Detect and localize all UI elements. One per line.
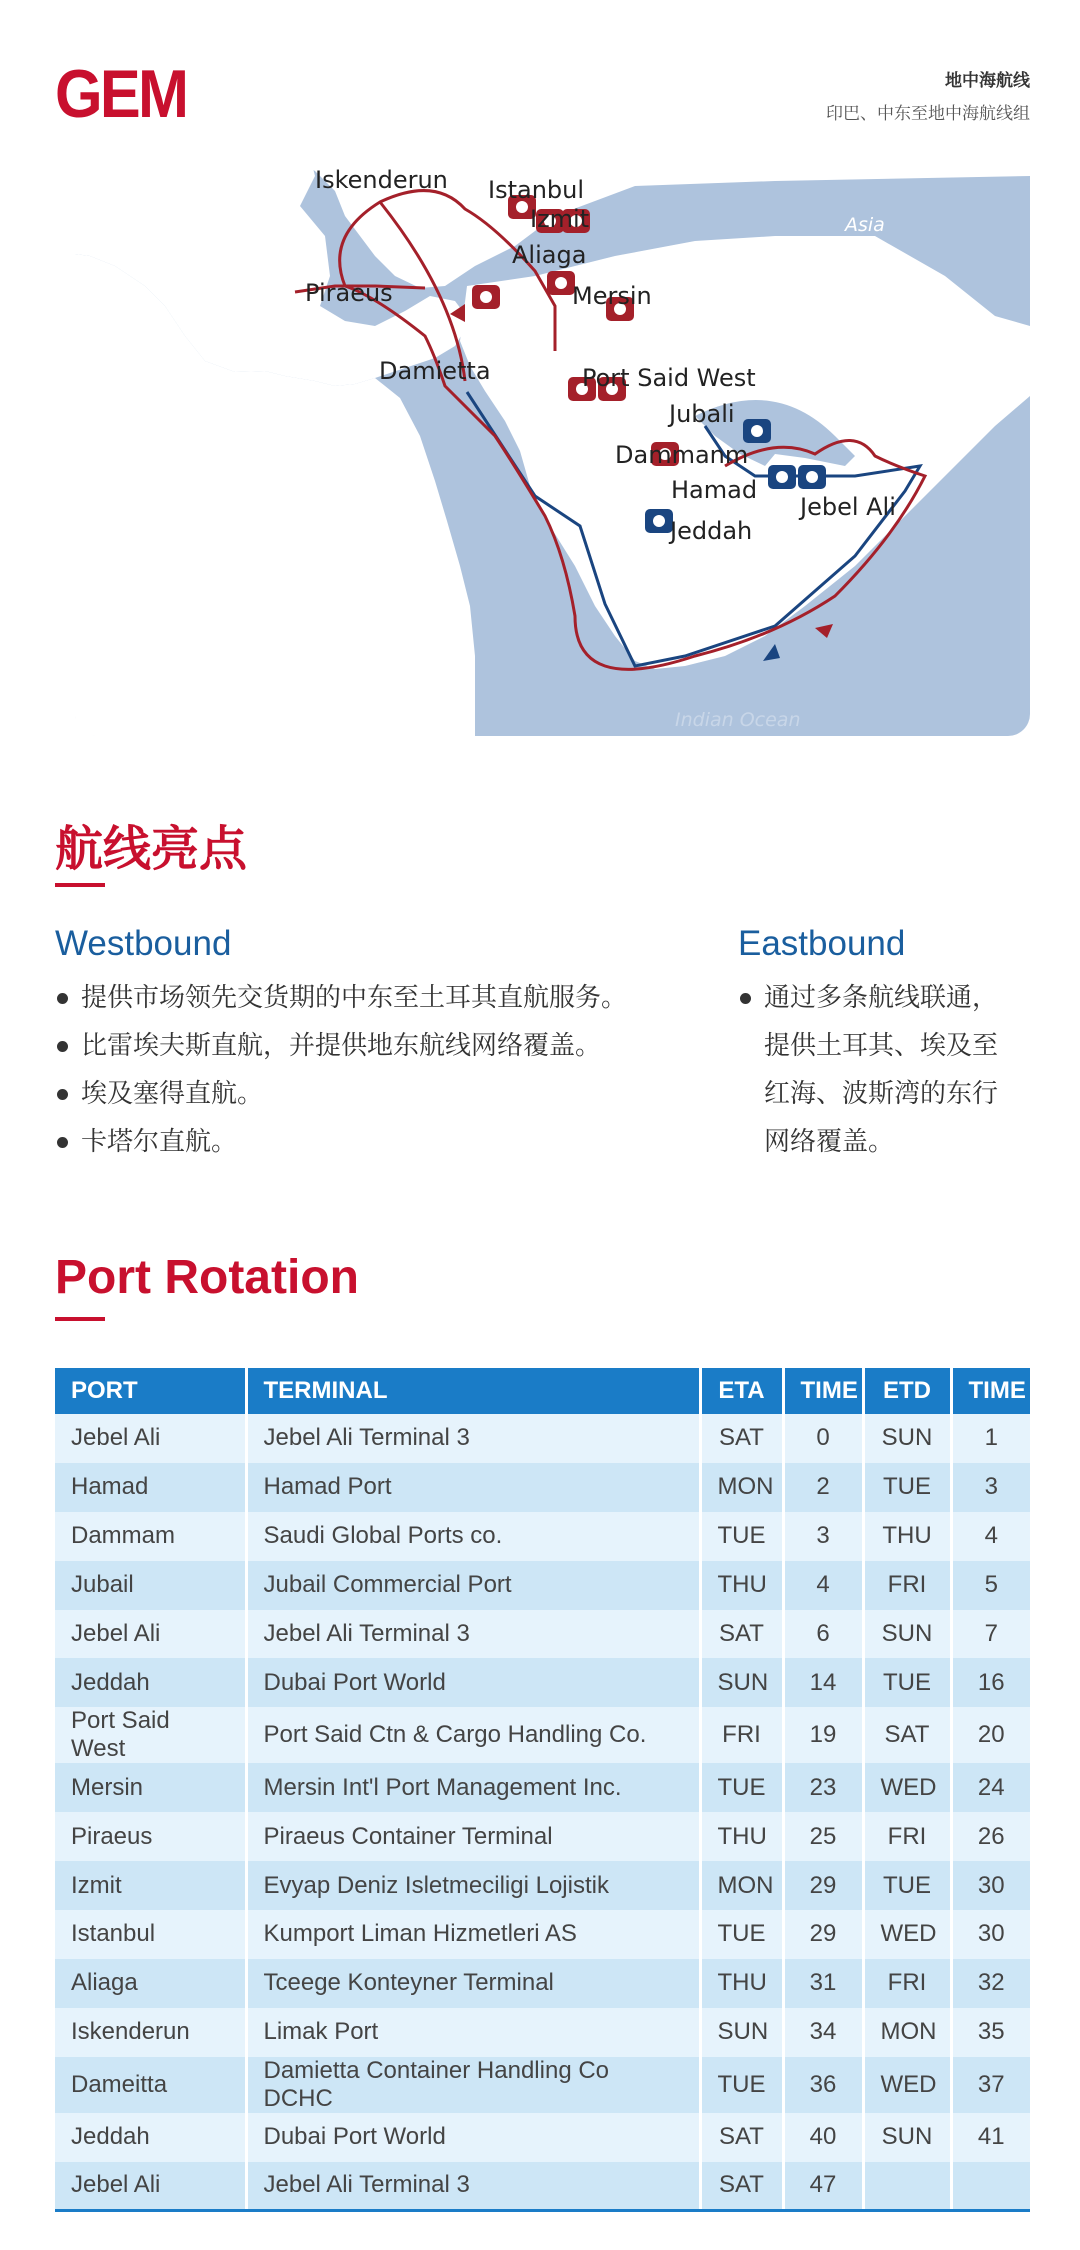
cell-port: Aliaga xyxy=(55,1959,246,2008)
label-aliaga: Aliaga xyxy=(512,241,587,269)
cell-etd-time: 30 xyxy=(951,1910,1030,1959)
cell-port: Istanbul xyxy=(55,1910,246,1959)
cell-port: Jubail xyxy=(55,1561,246,1610)
table-row xyxy=(55,2162,1030,2211)
route-map xyxy=(75,136,1030,736)
header-titles xyxy=(826,66,1030,124)
port-rotation-title: Port Rotation xyxy=(55,1251,359,1304)
cell-eta-time: 29 xyxy=(783,1910,863,1959)
cell-etd-time: 16 xyxy=(951,1658,1030,1707)
cell-eta: TUE xyxy=(700,1763,783,1812)
table-row xyxy=(55,1910,1030,1959)
westbound-item: 比雷埃夫斯直航，并提供地东航线网络覆盖。 xyxy=(55,1022,675,1070)
label-hamad: Hamad xyxy=(671,476,758,504)
cell-etd-time: 5 xyxy=(951,1561,1030,1610)
cell-eta: TUE xyxy=(700,1910,783,1959)
cell-etd-time: 20 xyxy=(951,1707,1030,1763)
cell-port: Mersin xyxy=(55,1763,246,1812)
cell-etd: FRI xyxy=(863,1812,951,1861)
cell-etd-time: 4 xyxy=(951,1512,1030,1561)
label-jebel-ali: Jebel Ali xyxy=(800,493,896,521)
cell-port: Jeddah xyxy=(55,1658,246,1707)
table-row xyxy=(55,1463,1030,1512)
cell-etd: SUN xyxy=(863,2113,951,2162)
cell-terminal: Damietta Container Handling Co DCHC xyxy=(246,2057,700,2113)
cell-port: Dameitta xyxy=(55,2057,246,2113)
cell-eta-time: 0 xyxy=(783,1414,863,1463)
table-header-row xyxy=(55,1368,1030,1414)
cell-etd xyxy=(863,2162,951,2211)
table-row xyxy=(55,1861,1030,1910)
cell-eta-time: 36 xyxy=(783,2057,863,2113)
cell-eta: THU xyxy=(700,1959,783,2008)
col-header-etd: ETD xyxy=(863,1368,951,1414)
cell-etd-time: 41 xyxy=(951,2113,1030,2162)
table-row xyxy=(55,2113,1030,2162)
port-rotation-table xyxy=(55,1368,1030,2212)
cell-eta-time: 34 xyxy=(783,2008,863,2057)
cell-etd-time: 30 xyxy=(951,1861,1030,1910)
cell-terminal: Kumport Liman Hizmetleri AS xyxy=(246,1910,700,1959)
cell-eta-time: 3 xyxy=(783,1512,863,1561)
label-dammanm: Dammanm xyxy=(615,441,749,469)
cell-eta: TUE xyxy=(700,1512,783,1561)
cell-eta-time: 25 xyxy=(783,1812,863,1861)
cell-port: Iskenderun xyxy=(55,2008,246,2057)
cell-eta-time: 23 xyxy=(783,1763,863,1812)
cell-eta: SAT xyxy=(700,1610,783,1659)
header xyxy=(55,56,1030,132)
label-damietta: Damietta xyxy=(379,357,491,385)
cell-terminal: Jebel Ali Terminal 3 xyxy=(246,2162,700,2211)
region-label-asia: Asia xyxy=(845,214,885,236)
westbound-heading: Westbound xyxy=(55,924,232,963)
cell-eta-time: 40 xyxy=(783,2113,863,2162)
cell-eta-time: 19 xyxy=(783,1707,863,1763)
cell-etd-time: 26 xyxy=(951,1812,1030,1861)
cell-etd: SAT xyxy=(863,1707,951,1763)
label-iskenderun: Iskenderun xyxy=(315,166,448,194)
westbound-item: 埃及塞得直航。 xyxy=(55,1070,675,1118)
route-map-svg xyxy=(75,136,1030,736)
cell-terminal: Jebel Ali Terminal 3 xyxy=(246,1610,700,1659)
cell-port: Jebel Ali xyxy=(55,1414,246,1463)
cell-etd: TUE xyxy=(863,1861,951,1910)
cell-terminal: Piraeus Container Terminal xyxy=(246,1812,700,1861)
cell-port: Dammam xyxy=(55,1512,246,1561)
cell-terminal: Mersin Int'l Port Management Inc. xyxy=(246,1763,700,1812)
table-row xyxy=(55,1561,1030,1610)
col-header-port: PORT xyxy=(55,1368,246,1414)
cell-etd-time: 37 xyxy=(951,2057,1030,2113)
cell-etd-time: 7 xyxy=(951,1610,1030,1659)
cell-terminal: Jebel Ali Terminal 3 xyxy=(246,1414,700,1463)
cell-eta: SAT xyxy=(700,2113,783,2162)
label-piraeus: Piraeus xyxy=(305,279,393,307)
table-row xyxy=(55,1707,1030,1763)
table-row xyxy=(55,1812,1030,1861)
cell-eta: TUE xyxy=(700,2057,783,2113)
cell-etd: TUE xyxy=(863,1658,951,1707)
cell-eta: MON xyxy=(700,1861,783,1910)
cell-eta: THU xyxy=(700,1561,783,1610)
cell-terminal: Dubai Port World xyxy=(246,2113,700,2162)
cell-terminal: Port Said Ctn & Cargo Handling Co. xyxy=(246,1707,700,1763)
cell-etd-time: 24 xyxy=(951,1763,1030,1812)
cell-terminal: Limak Port xyxy=(246,2008,700,2057)
westbound-list xyxy=(55,974,675,1166)
table-row xyxy=(55,1763,1030,1812)
cell-eta: SAT xyxy=(700,2162,783,2211)
eastbound-line: 红海、波斯湾的东行 xyxy=(764,1079,999,1109)
col-header-eta-time: TIME xyxy=(783,1368,863,1414)
cell-eta-time: 29 xyxy=(783,1861,863,1910)
table-row xyxy=(55,1959,1030,2008)
cell-terminal: Saudi Global Ports co. xyxy=(246,1512,700,1561)
cell-terminal: Jubail Commercial Port xyxy=(246,1561,700,1610)
cell-etd: MON xyxy=(863,2008,951,2057)
cell-etd-time: 3 xyxy=(951,1463,1030,1512)
cell-etd: THU xyxy=(863,1512,951,1561)
table-row xyxy=(55,2057,1030,2113)
cell-etd-time: 32 xyxy=(951,1959,1030,2008)
cell-etd: WED xyxy=(863,1763,951,1812)
cell-eta: SAT xyxy=(700,1414,783,1463)
eastbound-line: 提供土耳其、埃及至 xyxy=(764,1031,999,1061)
eastbound-list xyxy=(738,974,1038,1166)
gem-logo: GEM xyxy=(55,56,187,132)
cell-etd: WED xyxy=(863,2057,951,2113)
label-jubali: Jubali xyxy=(669,400,735,428)
cell-etd: TUE xyxy=(863,1463,951,1512)
cell-etd: FRI xyxy=(863,1959,951,2008)
cell-etd-time: 1 xyxy=(951,1414,1030,1463)
cell-eta-time: 2 xyxy=(783,1463,863,1512)
cell-etd: FRI xyxy=(863,1561,951,1610)
header-title: 地中海航线 xyxy=(945,71,1030,91)
col-header-eta: ETA xyxy=(700,1368,783,1414)
header-subtitle: 印巴、中东至地中海航线组 xyxy=(826,104,1030,124)
table-row xyxy=(55,2008,1030,2057)
cell-eta-time: 6 xyxy=(783,1610,863,1659)
cell-eta-time: 31 xyxy=(783,1959,863,2008)
cell-eta: SUN xyxy=(700,1658,783,1707)
cell-eta-time: 14 xyxy=(783,1658,863,1707)
table-row xyxy=(55,1512,1030,1561)
cell-eta: MON xyxy=(700,1463,783,1512)
label-jeddah: Jeddah xyxy=(670,517,753,545)
eastbound-line: 网络覆盖。 xyxy=(764,1127,895,1157)
label-izmit: Izmit xyxy=(530,205,590,233)
label-port-said-west: Port Said West xyxy=(582,364,756,392)
table-row xyxy=(55,1658,1030,1707)
cell-port: Hamad xyxy=(55,1463,246,1512)
eastbound-heading: Eastbound xyxy=(738,924,906,963)
cell-port: Izmit xyxy=(55,1861,246,1910)
cell-eta-time: 47 xyxy=(783,2162,863,2211)
label-mersin: Mersin xyxy=(572,282,652,310)
cell-port: Port Said West xyxy=(55,1707,246,1763)
cell-port: Jebel Ali xyxy=(55,2162,246,2211)
eastbound-item xyxy=(738,974,1038,1166)
table-body xyxy=(55,1414,1030,2210)
label-istanbul: Istanbul xyxy=(488,176,585,204)
table-row xyxy=(55,1414,1030,1463)
cell-eta: FRI xyxy=(700,1707,783,1763)
cell-terminal: Hamad Port xyxy=(246,1463,700,1512)
port-rotation-underline xyxy=(55,1317,105,1321)
eastbound-line: 通过多条航线联通， xyxy=(764,983,999,1013)
westbound-item: 提供市场领先交货期的中东至土耳其直航服务。 xyxy=(55,974,675,1022)
region-label-indian-ocean: Indian Ocean xyxy=(675,709,801,731)
highlights-title: 航线亮点 xyxy=(55,821,248,877)
table-row xyxy=(55,1610,1030,1659)
col-header-etd-time: TIME xyxy=(951,1368,1030,1414)
cell-etd-time: 35 xyxy=(951,2008,1030,2057)
cell-etd: SUN xyxy=(863,1610,951,1659)
cell-terminal: Dubai Port World xyxy=(246,1658,700,1707)
westbound-item: 卡塔尔直航。 xyxy=(55,1118,675,1166)
cell-etd: SUN xyxy=(863,1414,951,1463)
cell-port: Piraeus xyxy=(55,1812,246,1861)
cell-eta-time: 4 xyxy=(783,1561,863,1610)
col-header-terminal: TERMINAL xyxy=(246,1368,700,1414)
cell-eta: THU xyxy=(700,1812,783,1861)
cell-port: Jebel Ali xyxy=(55,1610,246,1659)
highlights-underline xyxy=(55,883,105,887)
cell-terminal: Evyap Deniz Isletmeciligi Lojistik xyxy=(246,1861,700,1910)
cell-eta: SUN xyxy=(700,2008,783,2057)
cell-terminal: Tceege Konteyner Terminal xyxy=(246,1959,700,2008)
cell-etd-time xyxy=(951,2162,1030,2211)
cell-port: Jeddah xyxy=(55,2113,246,2162)
cell-etd: WED xyxy=(863,1910,951,1959)
